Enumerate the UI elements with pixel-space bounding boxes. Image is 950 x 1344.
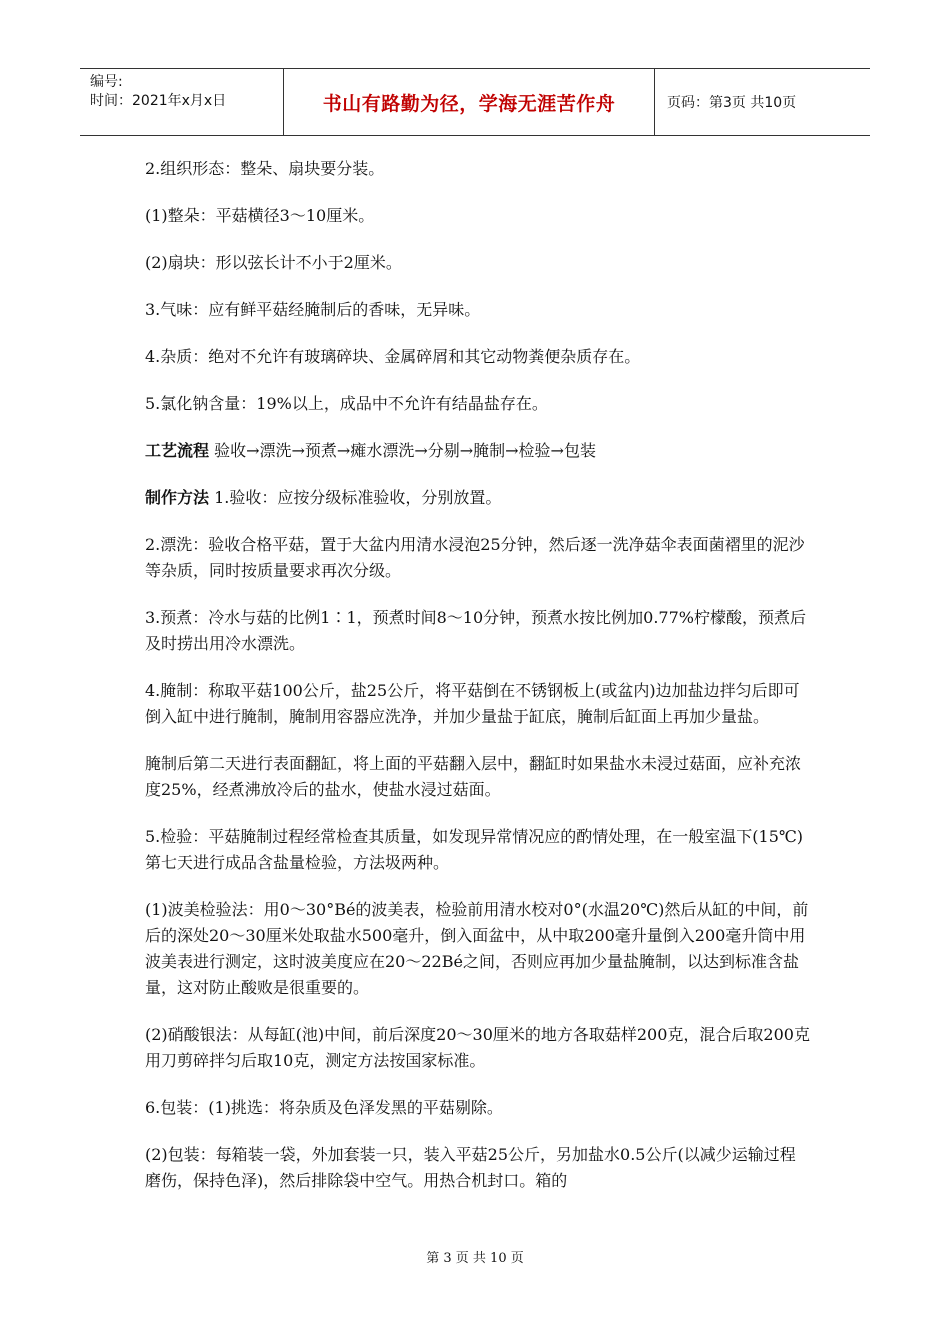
paragraph-text: 5.检验：平菇腌制过程经常检查其质量，如发现异常情况应的酌情处理，在一般室温下(15℃)第七天进行成品含盐量检验，方法圾两种。 [145,827,804,872]
paragraph [145,203,810,229]
paragraph-text: 3.气味：应有鲜平菇经腌制后的香味，无异味。 [145,300,481,319]
paragraph-text: 6.包装：(1)挑选：将杂质及色泽发黑的平菇剔除。 [145,1098,503,1117]
paragraph [145,344,810,370]
header-meta [80,69,283,135]
paragraph-heading: 工艺流程 [145,441,210,460]
date-label: 时间：2021年x月x日 [90,93,227,109]
document-body [145,156,810,1215]
paragraph [145,156,810,182]
paragraph [145,897,810,1001]
header-motto: 书山有路勤为径，学海无涯苦作舟 [283,69,655,135]
paragraph [145,532,810,584]
paragraph-text: 2.组织形态：整朵、扇块要分装。 [145,159,385,178]
page-footer: 第 3 页 共 10 页 [426,1251,524,1266]
paragraph-text: 验收→漂洗→预煮→瘫水漂洗→分剔→腌制→检验→包装 [209,441,596,460]
paragraph-text: 4.杂质：绝对不允许有玻璃碎块、金属碎屑和其它动物粪便杂质存在。 [145,347,641,366]
paragraph-text: (1)波美检验法：用0～30°Bé的波美表，检验前用清水校对0°(水温20℃)然后从缸的中间，前后的深处20～30厘米处取盐水500毫升，倒入面盆中，从中取200毫升量倒入200毫升筒中用波美表进行测定，这时波美度应在20～22Bé之间，否则应再加少量盐腌制，以达到标准含盐量，这对防止酸败是很重要的。 [145,900,809,997]
paragraph-text: (2)包装：每箱装一袋，外加套装一只，装入平菇25公斤，另加盐水0.5公斤(以减少运输过程磨伤，保持色泽)，然后排除袋中空气。用热合机封口。箱的 [145,1145,796,1190]
paragraph-text: (2)硝酸银法：从每缸(池)中间，前后深度20～30厘米的地方各取菇样200克，混合后取200克用刀剪碎拌匀后取10克，测定方法按国家标准。 [145,1025,810,1070]
paragraph-text: 2.漂洗：验收合格平菇，置于大盆内用清水浸泡25分钟，然后逐一洗净菇伞表面菌褶里的泥沙等杂质，同时按质量要求再次分级。 [145,535,805,580]
paragraph [145,678,810,730]
page-header [80,68,870,136]
paragraph-text: 3.预煮：冷水与菇的比例1∶1，预煮时间8～10分钟，预煮水按比例加0.77%柠檬酸，预煮后及时捞出用冷水漂洗。 [145,608,806,653]
paragraph-text: 1.验收：应按分级标准验收，分别放置。 [209,488,502,507]
paragraph [145,605,810,657]
paragraph [145,1022,810,1074]
header-page-label: 页码：第3页 共10页 [667,95,797,111]
paragraph [145,824,810,876]
paragraph [145,250,810,276]
paragraph-heading: 制作方法 [145,488,210,507]
paragraph [145,485,810,511]
paragraph [145,297,810,323]
paragraph [145,751,810,803]
paragraph-text: (1)整朵：平菇横径3～10厘米。 [145,206,375,225]
paragraph [145,1142,810,1194]
paragraph [145,438,810,464]
number-label: 编号: [90,74,123,90]
paragraph-text: 5.氯化钠含量：19%以上，成品中不允许有结晶盐存在。 [145,394,548,413]
paragraph-text: 腌制后第二天进行表面翻缸，将上面的平菇翻入层中，翻缸时如果盐水未浸过菇面，应补充浓度25%，经煮沸放冷后的盐水，使盐水浸过菇面。 [145,754,802,799]
paragraph [145,391,810,417]
paragraph-text: 4.腌制：称取平菇100公斤，盐25公斤，将平菇倒在不锈钢板上(或盆内)边加盐边拌匀后即可倒入缸中进行腌制，腌制用容器应洗净，并加少量盐于缸底，腌制后缸面上再加少量盐。 [145,681,800,726]
paragraph-text: (2)扇块：形以弦长计不小于2厘米。 [145,253,402,272]
paragraph [145,1095,810,1121]
